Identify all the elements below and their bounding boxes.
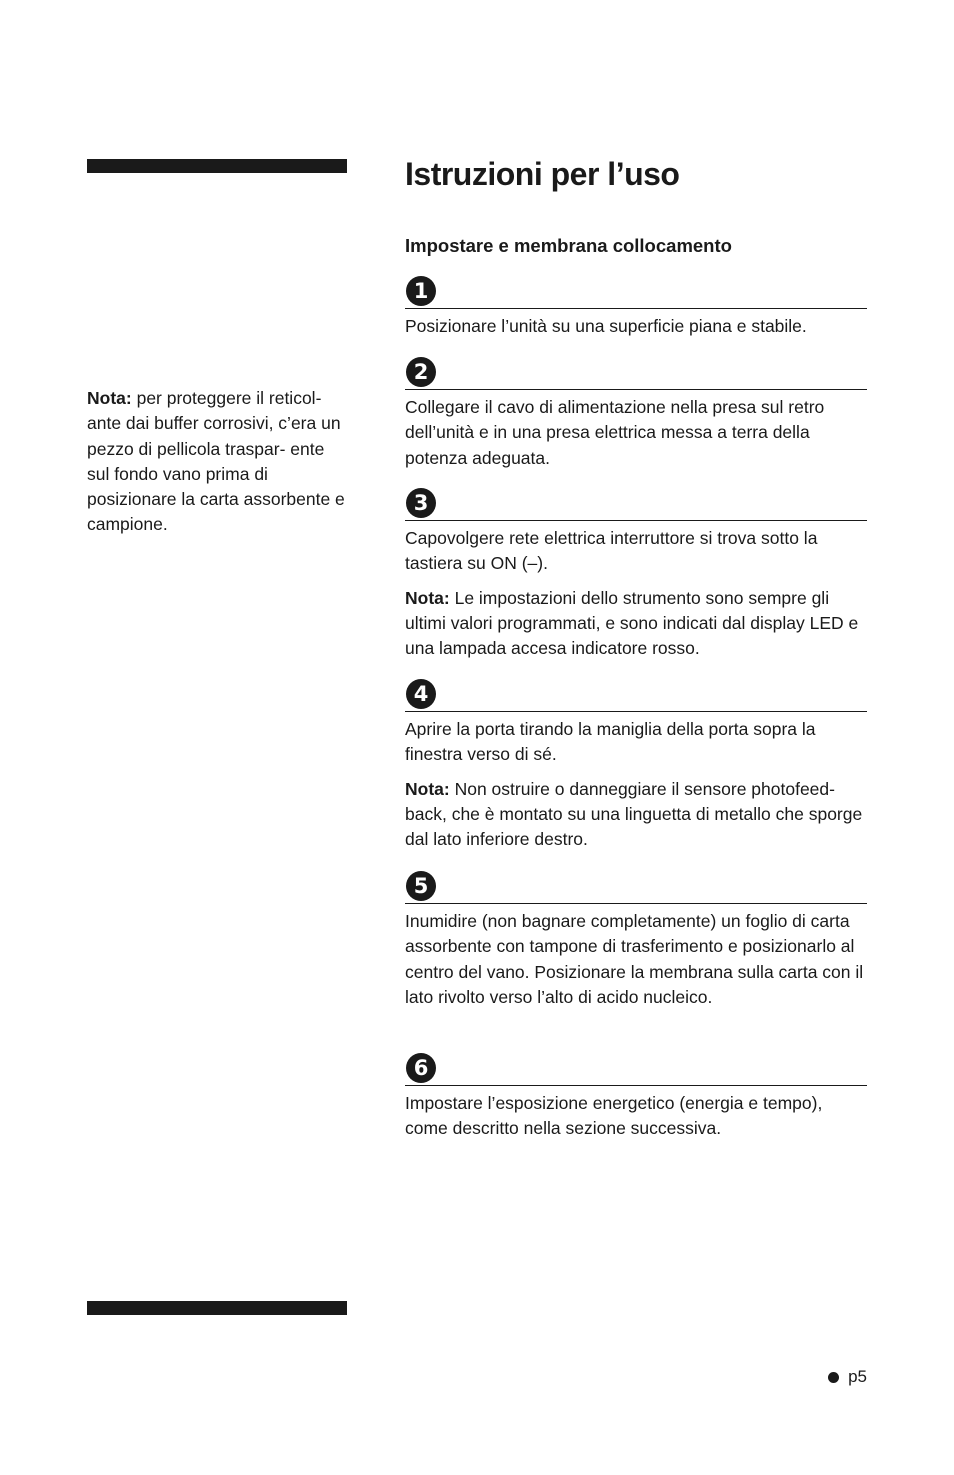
- step-number-icon: 2: [406, 357, 436, 387]
- top-rule: [87, 159, 347, 173]
- step-number-icon: 6: [406, 1053, 436, 1083]
- step-note: [405, 586, 867, 662]
- step-number-icon: 5: [406, 871, 436, 901]
- step-number-icon: 3: [406, 488, 436, 518]
- step-2: [405, 353, 867, 471]
- page-title: Istruzioni per l’uso: [405, 156, 680, 192]
- side-note-label: Nota:: [87, 388, 132, 408]
- step-1: [405, 272, 867, 339]
- step-note: [405, 777, 867, 853]
- step-header: [405, 867, 867, 904]
- step-text: Aprire la porta tirando la maniglia della porta sopra la finestra verso di sé.: [405, 719, 816, 765]
- side-note: [87, 386, 349, 538]
- step-header: [405, 484, 867, 521]
- step-header: [405, 272, 867, 309]
- section-subtitle: Impostare e membrana collocamento: [405, 235, 732, 256]
- step-text: Impostare l’esposizione energetico (energia e tempo), come descritto nella sezione successiva.: [405, 1093, 823, 1139]
- step-number-icon: 1: [406, 276, 436, 306]
- side-note-text: per proteggere il reticol- ante dai buffer corrosivi, c’era un pezzo di pellicola traspar- ente sul fondo vano prima di posizionare la carta assorbente e campione.: [87, 388, 345, 535]
- note-text: Non ostruire o danneggiare il sensore photofeed- back, che è montato su una linguetta di metallo che sporge dal lato inferiore destro.: [405, 778, 863, 850]
- step-text: Collegare il cavo di alimentazione nella presa sul retro dell’unità e in una presa elettrica messa a terra della potenza adeguata.: [405, 397, 825, 468]
- step-header: [405, 353, 867, 390]
- bottom-rule: [87, 1301, 347, 1315]
- step-4: [405, 675, 867, 852]
- step-text: Inumidire (non bagnare completamente) un foglio di carta assorbente con tampone di trasferimento e posizionarlo al centro del vano. Posizionare la membrana sulla carta con il lato rivolto verso l’alto di acido nucleico.: [405, 911, 864, 1007]
- note-text: Le impostazioni dello strumento sono sempre gli ultimi valori programmati, e sono indicati dal display LED e una lampada accesa indicatore rosso.: [405, 587, 859, 659]
- page-number: p5: [848, 1367, 867, 1386]
- step-5: [405, 867, 867, 1010]
- note-label: Nota:: [405, 778, 450, 799]
- step-text: Capovolgere rete elettrica interruttore si trova sotto la tastiera su ON (–).: [405, 528, 818, 574]
- step-text: Posizionare l’unità su una superficie piana e stabile.: [405, 316, 807, 336]
- page-footer: [828, 1366, 867, 1388]
- step-6: [405, 1049, 867, 1142]
- note-label: Nota:: [405, 587, 450, 608]
- step-header: [405, 1049, 867, 1086]
- main-content: [405, 152, 867, 1139]
- step-3: [405, 484, 867, 661]
- step-header: [405, 675, 867, 712]
- step-number-icon: 4: [406, 679, 436, 709]
- bullet-icon: [828, 1372, 839, 1383]
